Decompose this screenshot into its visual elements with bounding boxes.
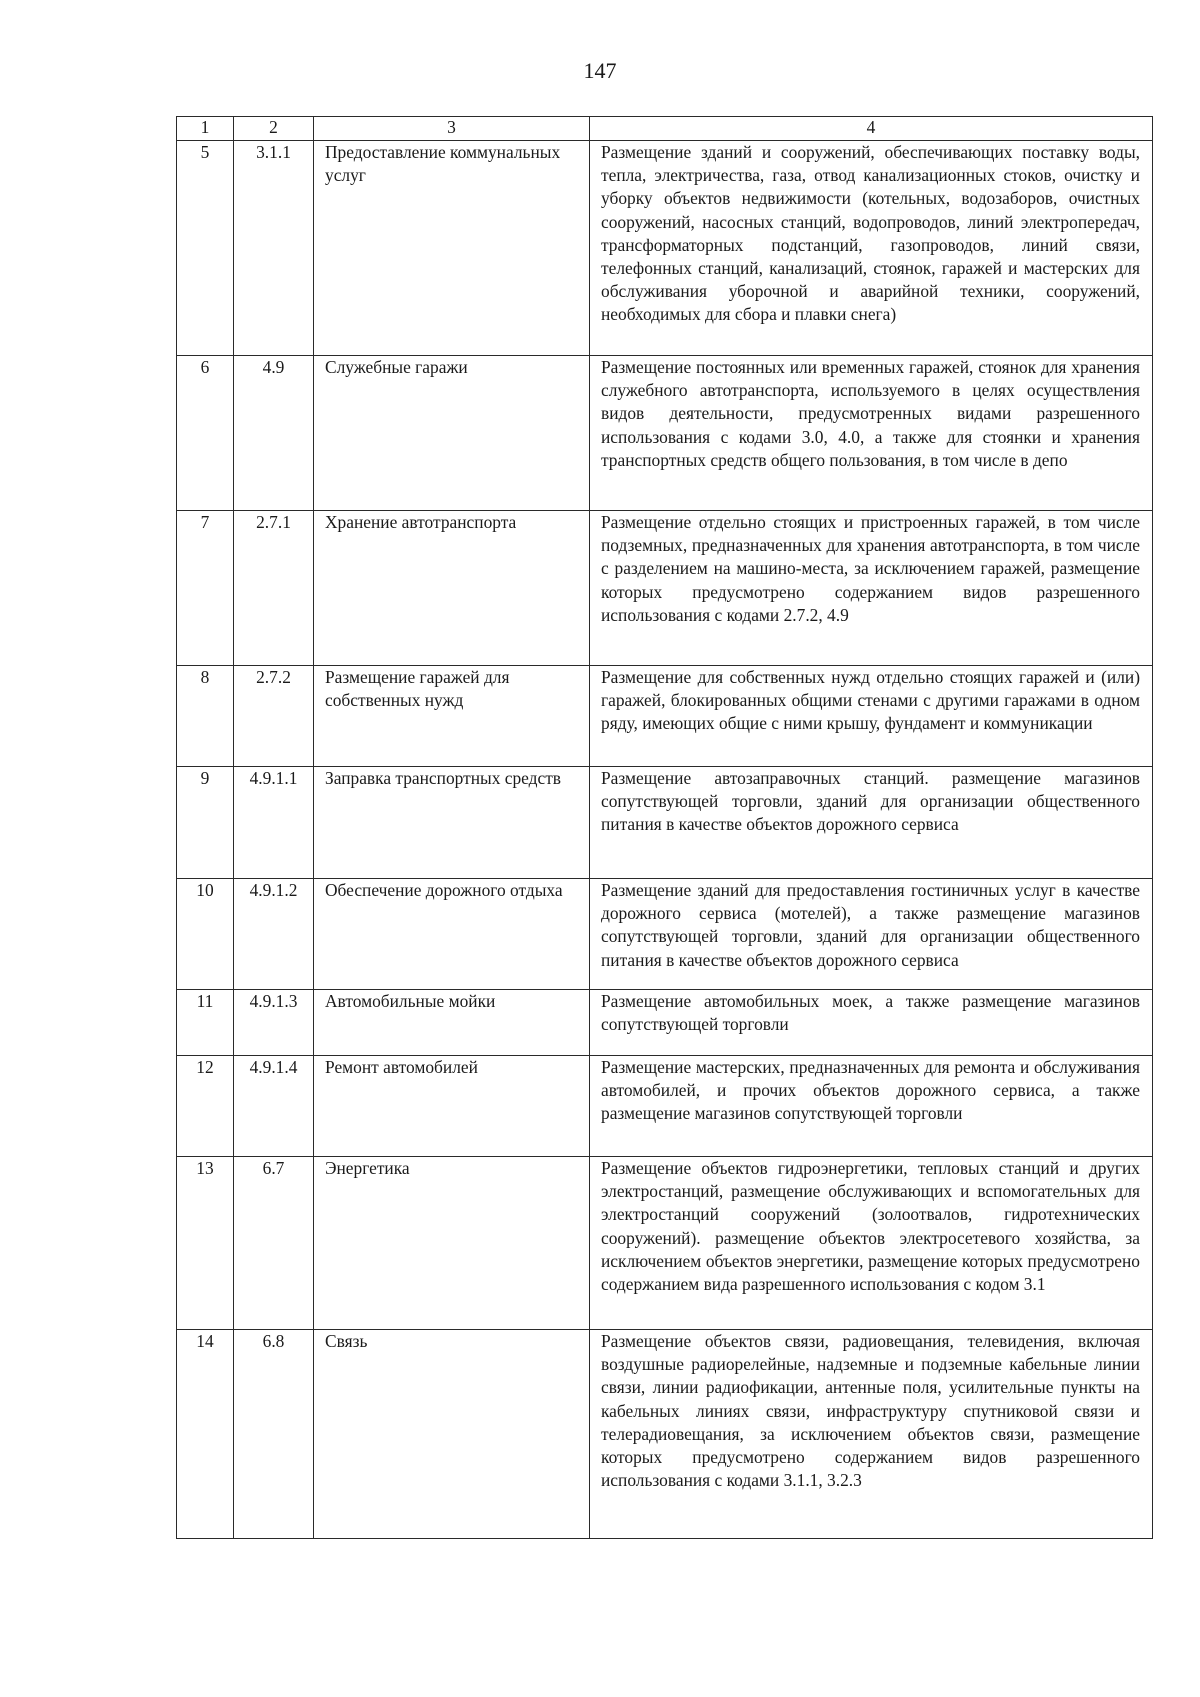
use-description: Размещение зданий для предоставления гостиничных услуг в качестве дорожного сервиса (мотелей), а также размещение магазинов сопутствующей торговли, зданий для организации общественного питания в качестве объектов дорожного сервиса xyxy=(590,879,1153,990)
table-row xyxy=(177,356,1153,511)
use-name: Энергетика xyxy=(314,1157,590,1330)
land-use-table xyxy=(176,116,1153,1539)
table-row xyxy=(177,666,1153,767)
table-row xyxy=(177,141,1153,356)
row-number: 14 xyxy=(177,1330,234,1539)
use-code: 4.9 xyxy=(234,356,314,511)
use-name: Обеспечение дорожного отдыха xyxy=(314,879,590,990)
use-code: 4.9.1.2 xyxy=(234,879,314,990)
use-description: Размещение для собственных нужд отдельно стоящих гаражей и (или) гаражей, блокированных общими стенами с другими гаражами в одном ряду, имеющих общие с ними крышу, фундамент и коммуникации xyxy=(590,666,1153,767)
row-number: 11 xyxy=(177,990,234,1056)
table-row xyxy=(177,990,1153,1056)
use-code: 6.8 xyxy=(234,1330,314,1539)
row-number: 13 xyxy=(177,1157,234,1330)
use-name: Автомобильные мойки xyxy=(314,990,590,1056)
header-cell: 3 xyxy=(314,117,590,141)
table-row xyxy=(177,1330,1153,1539)
table-header-row xyxy=(177,117,1153,141)
header-cell: 2 xyxy=(234,117,314,141)
use-name: Связь xyxy=(314,1330,590,1539)
row-number: 10 xyxy=(177,879,234,990)
use-name: Предоставление коммунальных услуг xyxy=(314,141,590,356)
use-name: Заправка транспортных средств xyxy=(314,767,590,879)
use-description: Размещение автозаправочных станций. размещение магазинов сопутствующей торговли, зданий для организации общественного питания в качестве объектов дорожного сервиса xyxy=(590,767,1153,879)
table-row xyxy=(177,1056,1153,1157)
use-description: Размещение объектов связи, радиовещания, телевидения, включая воздушные радиорелейные, надземные и подземные кабельные линии связи, линии радиофикации, антенные поля, усилительные пункты на кабельных линиях связи, инфраструктуру спутниковой связи и телерадиовещания, за исключением объектов связи, размещение которых предусмотрено содержанием видов разрешенного использования с кодами 3.1.1, 3.2.3 xyxy=(590,1330,1153,1539)
table-row xyxy=(177,1157,1153,1330)
row-number: 8 xyxy=(177,666,234,767)
use-description: Размещение зданий и сооружений, обеспечивающих поставку воды, тепла, электричества, газа, отвод канализационных стоков, очистку и уборку объектов недвижимости (котельных, водозаборов, очистных сооружений, насосных станций, водопроводов, линий электропередач, трансформаторных подстанций, газопроводов, линий связи, телефонных станций, канализаций, стоянок, гаражей и мастерских для обслуживания уборочной и аварийной техники, сооружений, необходимых для сбора и плавки снега) xyxy=(590,141,1153,356)
use-name: Размещение гаражей для собственных нужд xyxy=(314,666,590,767)
row-number: 6 xyxy=(177,356,234,511)
use-description: Размещение мастерских, предназначенных для ремонта и обслуживания автомобилей, и прочих объектов дорожного сервиса, а также размещение магазинов сопутствующей торговли xyxy=(590,1056,1153,1157)
page-number: 147 xyxy=(583,58,617,83)
use-code: 2.7.2 xyxy=(234,666,314,767)
header-cell: 1 xyxy=(177,117,234,141)
use-code: 2.7.1 xyxy=(234,511,314,666)
row-number: 9 xyxy=(177,767,234,879)
use-description: Размещение объектов гидроэнергетики, тепловых станций и других электростанций, размещение обслуживающих и вспомогательных для электростанций сооружений (золоотвалов, гидротехнических сооружений). размещение объектов электросетевого хозяйства, за исключением объектов энергетики, размещение которых предусмотрено содержанием вида разрешенного использования с кодом 3.1 xyxy=(590,1157,1153,1330)
row-number: 5 xyxy=(177,141,234,356)
use-description: Размещение автомобильных моек, а также размещение магазинов сопутствующей торговли xyxy=(590,990,1153,1056)
use-name: Ремонт автомобилей xyxy=(314,1056,590,1157)
table-row xyxy=(177,767,1153,879)
use-code: 4.9.1.1 xyxy=(234,767,314,879)
use-code: 4.9.1.3 xyxy=(234,990,314,1056)
use-name: Служебные гаражи xyxy=(314,356,590,511)
table-row xyxy=(177,879,1153,990)
table-row xyxy=(177,511,1153,666)
use-description: Размещение постоянных или временных гаражей, стоянок для хранения служебного автотранспорта, используемого в целях осуществления видов деятельности, предусмотренных видами разрешенного использования с кодами 3.0, 4.0, а также для стоянки и хранения транспортных средств общего пользования, в том числе в депо xyxy=(590,356,1153,511)
row-number: 7 xyxy=(177,511,234,666)
use-name: Хранение автотранспорта xyxy=(314,511,590,666)
use-description: Размещение отдельно стоящих и пристроенных гаражей, в том числе подземных, предназначенных для хранения автотранспорта, в том числе с разделением на машино-места, за исключением гаражей, размещение которых предусмотрено содержанием видов разрешенного использования с кодами 2.7.2, 4.9 xyxy=(590,511,1153,666)
use-code: 4.9.1.4 xyxy=(234,1056,314,1157)
header-cell: 4 xyxy=(590,117,1153,141)
use-code: 6.7 xyxy=(234,1157,314,1330)
row-number: 12 xyxy=(177,1056,234,1157)
use-code: 3.1.1 xyxy=(234,141,314,356)
